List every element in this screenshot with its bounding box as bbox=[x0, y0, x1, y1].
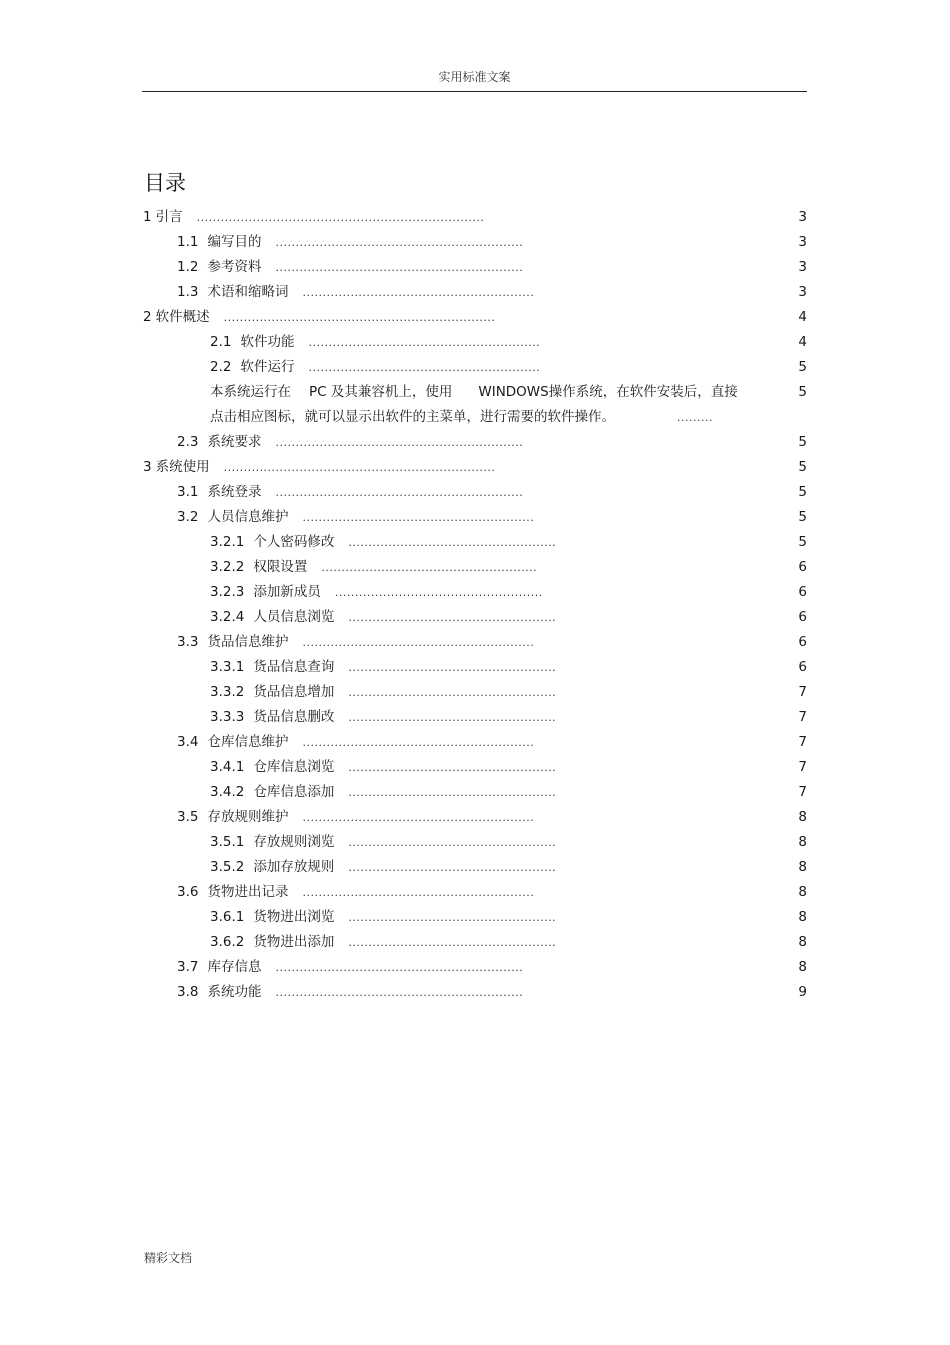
toc-entry-leader-dots: .......................................................... bbox=[302, 811, 535, 824]
toc-entry-page-number: 8 bbox=[798, 834, 807, 850]
toc-entry-title: 仓库信息添加 bbox=[253, 784, 335, 800]
toc-entry-leader-dots: .............................................................. bbox=[275, 236, 524, 249]
toc-entry-title: 存放规则维护 bbox=[207, 809, 289, 825]
toc-entry-page-number: 6 bbox=[798, 634, 807, 650]
toc-entry[interactable] bbox=[0, 555, 950, 580]
toc-entry-title: 系统要求 bbox=[207, 434, 262, 450]
toc-entry-title: 软件运行 bbox=[240, 359, 295, 375]
toc-entry-title: 货品信息维护 bbox=[207, 634, 289, 650]
toc-entry-leader-dots: .................................................... bbox=[348, 936, 557, 949]
toc-entry-leader-dots: .................................................... bbox=[348, 711, 557, 724]
toc-entry[interactable] bbox=[0, 880, 950, 905]
toc-entry-leader-dots: .............................................................. bbox=[275, 261, 524, 274]
toc-entry-number: 3.4.1 bbox=[210, 759, 245, 775]
page-footer-text: 精彩文档 bbox=[144, 1251, 193, 1265]
toc-entry-number: 2.2 bbox=[210, 359, 232, 375]
toc-entry-page-number: 8 bbox=[798, 859, 807, 875]
toc-entry-page-number: 7 bbox=[798, 684, 807, 700]
toc-entry-number: 3.1 bbox=[177, 484, 199, 500]
table-of-contents bbox=[0, 205, 950, 1005]
toc-entry[interactable] bbox=[0, 655, 950, 680]
paragraph-page-number: 5 bbox=[798, 384, 807, 400]
toc-entry-number: 3.2.4 bbox=[210, 609, 245, 625]
toc-entry-page-number: 3 bbox=[798, 209, 807, 225]
toc-entry-page-number: 8 bbox=[798, 934, 807, 950]
toc-entry-title: 系统登录 bbox=[207, 484, 262, 500]
toc-entry-page-number: 5 bbox=[798, 459, 807, 475]
toc-entry-page-number: 4 bbox=[798, 309, 807, 325]
toc-entry-leader-dots: .................................................... bbox=[348, 911, 557, 924]
toc-entry[interactable] bbox=[0, 230, 950, 255]
toc-entry-number: 3 bbox=[143, 459, 152, 475]
toc-entry-leader-dots: .................................................... bbox=[348, 686, 557, 699]
toc-entry-page-number: 7 bbox=[798, 734, 807, 750]
toc-entry-number: 3.5.2 bbox=[210, 859, 245, 875]
toc-entry-title: 添加新成员 bbox=[253, 584, 321, 600]
toc-entry-leader-dots: .......................................................... bbox=[308, 361, 541, 374]
toc-entry-title: 存放规则浏览 bbox=[253, 834, 335, 850]
toc-entry[interactable] bbox=[0, 705, 950, 730]
toc-entry-leader-dots: .................................................... bbox=[348, 861, 557, 874]
toc-entry-number: 1.3 bbox=[177, 284, 199, 300]
toc-entry[interactable] bbox=[0, 780, 950, 805]
toc-entry[interactable] bbox=[0, 930, 950, 955]
toc-entry-title: 术语和缩略词 bbox=[207, 284, 289, 300]
toc-entry-title: 货物进出浏览 bbox=[253, 909, 335, 925]
toc-entry-leader-dots: .............................................................. bbox=[275, 986, 524, 999]
toc-entries-part2 bbox=[0, 430, 950, 1005]
toc-entry-number: 3.4 bbox=[177, 734, 199, 750]
toc-entry[interactable] bbox=[0, 530, 950, 555]
toc-entry-number: 3.8 bbox=[177, 984, 199, 1000]
toc-entry-number: 1.1 bbox=[177, 234, 199, 250]
toc-entry[interactable] bbox=[0, 730, 950, 755]
toc-entry-number: 3.3 bbox=[177, 634, 199, 650]
toc-paragraph bbox=[0, 380, 950, 430]
page-header-title: 实用标准文案 bbox=[438, 70, 511, 84]
toc-entry-page-number: 5 bbox=[798, 434, 807, 450]
toc-entry-number: 3.2.3 bbox=[210, 584, 245, 600]
toc-entry-title: 人员信息维护 bbox=[207, 509, 289, 525]
toc-entry-leader-dots: .................................................... bbox=[348, 786, 557, 799]
toc-entry[interactable] bbox=[0, 305, 950, 330]
toc-entry-number: 3.2.1 bbox=[210, 534, 245, 550]
paragraph-line1-c: WINDOWS操作系统，在软件安装后，直接 bbox=[478, 384, 738, 400]
toc-entry-page-number: 7 bbox=[798, 784, 807, 800]
toc-entry[interactable] bbox=[0, 955, 950, 980]
toc-entry[interactable] bbox=[0, 280, 950, 305]
toc-entry-page-number: 8 bbox=[798, 884, 807, 900]
toc-entry-title: 添加存放规则 bbox=[253, 859, 335, 875]
toc-entry-number: 3.6 bbox=[177, 884, 199, 900]
toc-entry-page-number: 4 bbox=[798, 334, 807, 350]
toc-entry-number: 3.5 bbox=[177, 809, 199, 825]
toc-entry-title: 引言 bbox=[155, 209, 183, 225]
toc-entry-leader-dots: .................................................... bbox=[348, 836, 557, 849]
toc-entry-page-number: 6 bbox=[798, 659, 807, 675]
toc-entry-page-number: 7 bbox=[798, 759, 807, 775]
toc-entry-title: 权限设置 bbox=[253, 559, 308, 575]
toc-entry-page-number: 3 bbox=[798, 234, 807, 250]
toc-entry-title: 个人密码修改 bbox=[253, 534, 335, 550]
toc-entry-page-number: 5 bbox=[798, 484, 807, 500]
toc-entry[interactable] bbox=[0, 330, 950, 355]
toc-entries-part1 bbox=[0, 205, 950, 380]
toc-entry-number: 3.7 bbox=[177, 959, 199, 975]
toc-entry-leader-dots: .......................................................... bbox=[302, 736, 535, 749]
toc-entry-title: 软件概述 bbox=[155, 309, 210, 325]
toc-entry-title: 编写目的 bbox=[207, 234, 262, 250]
toc-entry-page-number: 8 bbox=[798, 959, 807, 975]
toc-entry-number: 3.3.1 bbox=[210, 659, 245, 675]
header-rule bbox=[142, 91, 807, 92]
toc-entry-page-number: 5 bbox=[798, 534, 807, 550]
toc-entry-title: 货品信息删改 bbox=[253, 709, 335, 725]
toc-entry[interactable] bbox=[0, 905, 950, 930]
toc-entry-title: 系统功能 bbox=[207, 984, 262, 1000]
toc-entry-leader-dots: .................................................................... bbox=[223, 311, 496, 324]
paragraph-line-1 bbox=[210, 380, 950, 405]
toc-entry-title: 货物进出添加 bbox=[253, 934, 335, 950]
toc-entry[interactable] bbox=[0, 580, 950, 605]
toc-entry-number: 1 bbox=[143, 209, 152, 225]
toc-entry-page-number: 6 bbox=[798, 609, 807, 625]
toc-entry-title: 货品信息增加 bbox=[253, 684, 335, 700]
toc-entry-number: 3.3.2 bbox=[210, 684, 245, 700]
toc-entry[interactable] bbox=[0, 430, 950, 455]
toc-entry[interactable] bbox=[0, 205, 950, 230]
toc-entry-leader-dots: .......................................................... bbox=[302, 636, 535, 649]
toc-entry-leader-dots: .................................................... bbox=[348, 536, 557, 549]
toc-entry-page-number: 7 bbox=[798, 709, 807, 725]
toc-entry-title: 软件功能 bbox=[240, 334, 295, 350]
toc-entry-leader-dots: .............................................................. bbox=[275, 961, 524, 974]
toc-entry-page-number: 6 bbox=[798, 584, 807, 600]
toc-entry-page-number: 5 bbox=[798, 509, 807, 525]
toc-entry-title: 仓库信息浏览 bbox=[253, 759, 335, 775]
toc-entry[interactable] bbox=[0, 630, 950, 655]
toc-entry-leader-dots: .......................................................... bbox=[302, 886, 535, 899]
toc-entry[interactable] bbox=[0, 980, 950, 1005]
toc-entry-leader-dots: .......................................................... bbox=[308, 336, 541, 349]
toc-entry-number: 2 bbox=[143, 309, 152, 325]
toc-entry-title: 系统使用 bbox=[155, 459, 210, 475]
toc-entry-page-number: 5 bbox=[798, 359, 807, 375]
toc-entry-page-number: 8 bbox=[798, 909, 807, 925]
toc-entry-title: 库存信息 bbox=[207, 959, 262, 975]
toc-entry[interactable] bbox=[0, 455, 950, 480]
toc-entry-leader-dots: .................................................................... bbox=[223, 461, 496, 474]
paragraph-line1-a: 本系统运行在 bbox=[210, 384, 291, 400]
toc-entry-title: 货物进出记录 bbox=[207, 884, 289, 900]
toc-entry-title: 货品信息查询 bbox=[253, 659, 335, 675]
toc-entry-leader-dots: .............................................................. bbox=[275, 486, 524, 499]
toc-entry[interactable] bbox=[0, 255, 950, 280]
toc-entry-number: 2.1 bbox=[210, 334, 232, 350]
toc-entry-leader-dots: .............................................................. bbox=[275, 436, 524, 449]
toc-entry-leader-dots: .................................................... bbox=[348, 761, 557, 774]
toc-heading: 目录 bbox=[144, 171, 186, 195]
toc-entry-page-number: 8 bbox=[798, 809, 807, 825]
toc-entry-page-number: 6 bbox=[798, 559, 807, 575]
toc-entry[interactable] bbox=[0, 605, 950, 630]
paragraph-leader-dots: ......... bbox=[677, 411, 713, 424]
toc-entry-leader-dots: .................................................... bbox=[334, 586, 543, 599]
toc-entry-leader-dots: ........................................................................ bbox=[196, 211, 485, 224]
toc-entry-leader-dots: .................................................... bbox=[348, 611, 557, 624]
toc-entry-title: 仓库信息维护 bbox=[207, 734, 289, 750]
toc-entry[interactable] bbox=[0, 805, 950, 830]
toc-entry[interactable] bbox=[0, 755, 950, 780]
toc-entry[interactable] bbox=[0, 480, 950, 505]
toc-entry-leader-dots: .......................................................... bbox=[302, 511, 535, 524]
toc-entry-title: 参考资料 bbox=[207, 259, 262, 275]
toc-entry-number: 3.6.1 bbox=[210, 909, 245, 925]
toc-entry-number: 3.3.3 bbox=[210, 709, 245, 725]
toc-entry-leader-dots: ...................................................... bbox=[321, 561, 538, 574]
toc-entry-number: 2.3 bbox=[177, 434, 199, 450]
toc-entry[interactable] bbox=[0, 355, 950, 380]
toc-entry-number: 3.2 bbox=[177, 509, 199, 525]
toc-entry[interactable] bbox=[0, 855, 950, 880]
toc-entry-number: 3.2.2 bbox=[210, 559, 245, 575]
toc-entry-page-number: 9 bbox=[798, 984, 807, 1000]
toc-entry-title: 人员信息浏览 bbox=[253, 609, 335, 625]
toc-entry-page-number: 3 bbox=[798, 284, 807, 300]
toc-entry-page-number: 3 bbox=[798, 259, 807, 275]
toc-entry[interactable] bbox=[0, 830, 950, 855]
paragraph-line1-b: PC 及其兼容机上，使用 bbox=[309, 384, 453, 400]
toc-entry-number: 3.5.1 bbox=[210, 834, 245, 850]
toc-entry-number: 1.2 bbox=[177, 259, 199, 275]
toc-entry-number: 3.6.2 bbox=[210, 934, 245, 950]
toc-entry[interactable] bbox=[0, 680, 950, 705]
toc-entry[interactable] bbox=[0, 505, 950, 530]
toc-entry-leader-dots: .................................................... bbox=[348, 661, 557, 674]
toc-entry-leader-dots: .......................................................... bbox=[302, 286, 535, 299]
toc-entry-number: 3.4.2 bbox=[210, 784, 245, 800]
paragraph-line2: 点击相应图标，就可以显示出软件的主菜单，进行需要的软件操作。 bbox=[210, 409, 615, 425]
